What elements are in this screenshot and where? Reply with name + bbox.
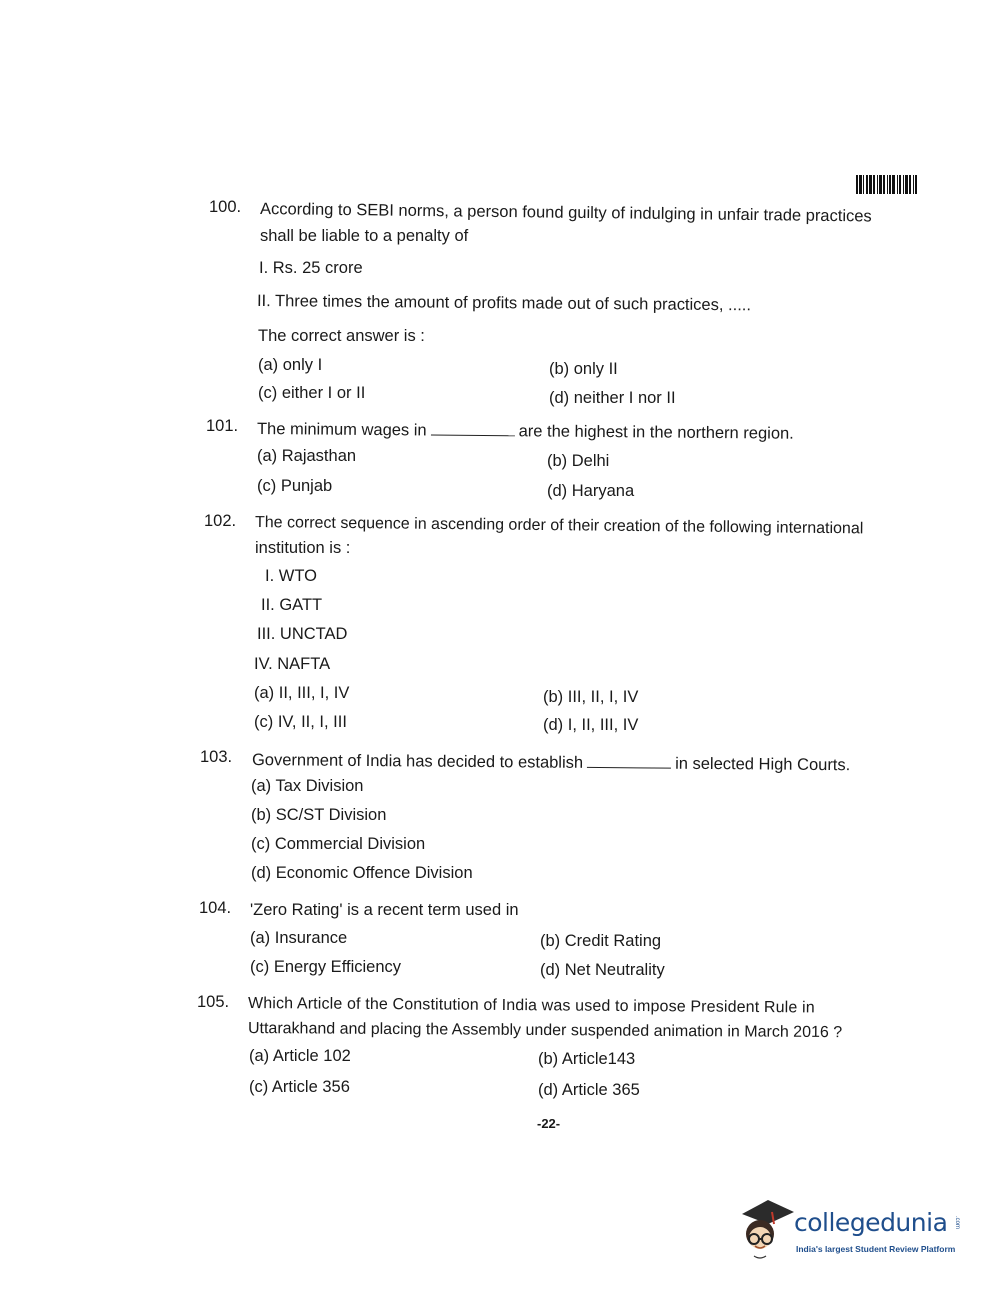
option-a: (a) II, III, I, IV [254,684,350,702]
question-number: 103. [200,748,233,766]
option-a: (a) Article 102 [249,1047,351,1065]
list-item: II. GATT [261,596,323,614]
question-text: shall be liable to a penalty of [260,227,469,245]
option-d: (d) Article 365 [538,1081,640,1099]
mascot-icon [736,1198,796,1262]
statement: I. Rs. 25 crore [259,259,363,277]
question-text [257,419,794,444]
option-b: (b) Article143 [538,1050,636,1068]
statement: II. Three times the amount of profits made out of such practices, ..... [256,292,752,315]
option-b: (b) only II [549,360,618,378]
question-text: Which Article of the Constitution of India was used to impose President Rule in [247,995,815,1017]
option-d: (d) Haryana [547,482,635,500]
brand-suffix: .com [954,1216,960,1230]
question-number: 105. [197,993,230,1011]
option-c: (c) Energy Efficiency [250,958,401,976]
brand-tagline: India's largest Student Review Platform [796,1244,956,1254]
question-number: 102. [204,512,237,530]
option-a: (a) Tax Division [251,777,364,795]
question-text-start: Government of India has decided to establish [251,751,584,772]
question-text: 'Zero Rating' is a recent term used in [250,901,519,919]
brand-name: collegedunia [794,1208,948,1237]
option-d: (d) I, II, III, IV [543,716,639,734]
question-number: 104. [199,899,232,917]
option-c: (c) Commercial Division [251,835,426,853]
option-a: (a) only I [258,356,323,374]
question-number: 101. [206,417,239,435]
option-c: (c) either I or II [258,384,366,402]
answer-blank [431,421,515,437]
question-text-start: The minimum wages in [256,420,427,440]
option-c: (c) IV, II, I, III [254,713,347,731]
option-d: (d) Economic Offence Division [251,864,473,882]
option-b: (b) III, II, I, IV [543,688,639,706]
collegedunia-logo [736,1198,966,1268]
list-item: IV. NAFTA [254,655,331,673]
question-text: The correct sequence in ascending order of their creation of the following international [254,514,864,538]
list-item: III. UNCTAD [257,625,348,643]
option-b: (b) Credit Rating [540,932,662,950]
barcode [856,175,922,194]
question-number: 100. [209,198,242,216]
answer-blank [587,753,671,769]
option-d: (d) neither I nor II [549,389,676,407]
option-c: (c) Punjab [257,477,333,495]
option-c: (c) Article 356 [249,1078,350,1096]
option-d: (d) Net Neutrality [540,961,665,979]
option-b: (b) SC/ST Division [251,806,387,824]
answer-prompt: The correct answer is : [258,327,425,345]
question-text-end: are the highest in the northern region. [518,422,794,443]
question-text: Uttarakhand and placing the Assembly under suspended animation in March 2016 ? [247,1020,843,1042]
list-item: I. WTO [265,567,317,585]
question-text: institution is : [255,539,351,557]
page-number: -22- [537,1116,561,1131]
option-b: (b) Delhi [547,452,610,470]
question-text-end: in selected High Courts. [675,754,851,775]
option-a: (a) Insurance [250,929,348,947]
option-a: (a) Rajasthan [257,447,357,465]
question-text [252,750,850,775]
question-text: According to SEBI norms, a person found guilty of indulging in unfair trade practices [259,200,872,226]
